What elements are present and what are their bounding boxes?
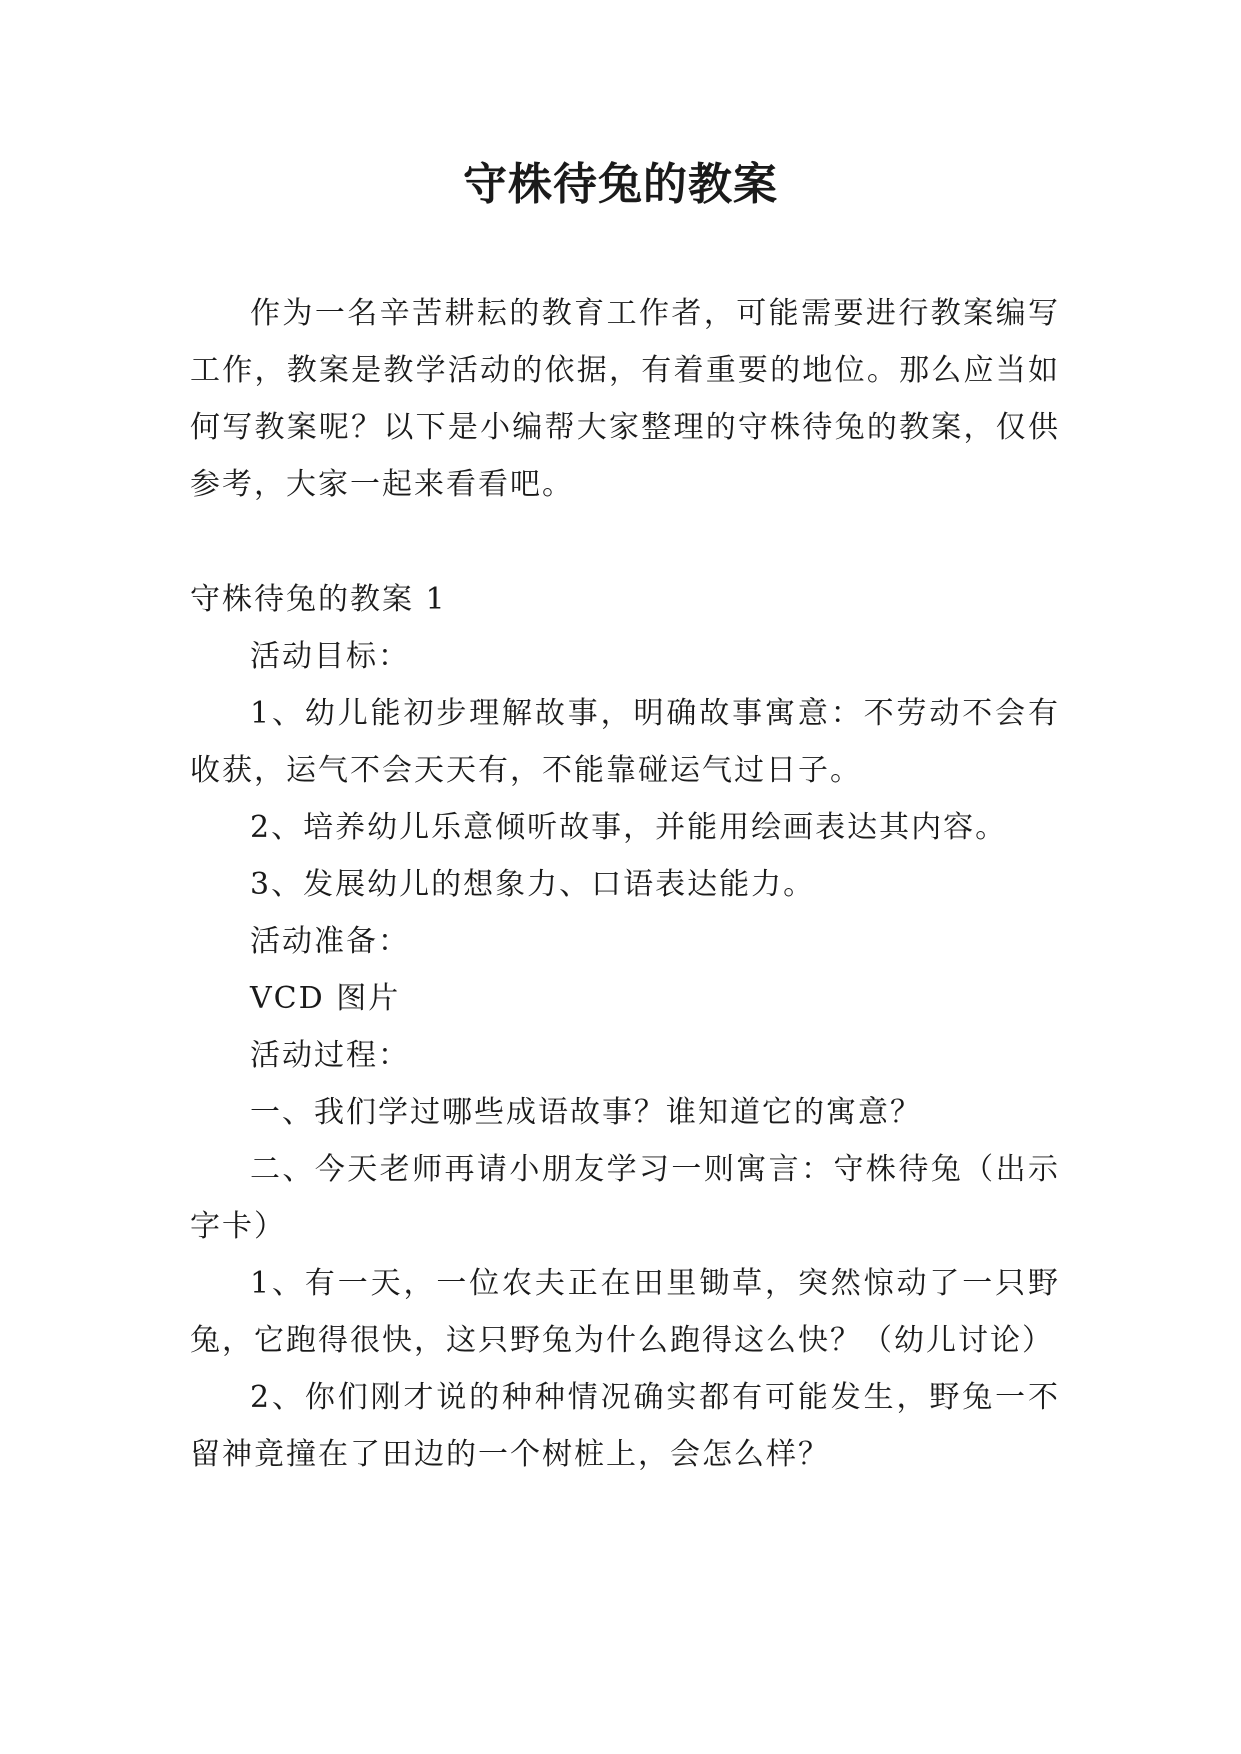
paragraph: 1、有一天，一位农夫正在田里锄草，突然惊动了一只野兔，它跑得很快，这只野兔为什么跑得这么快？（幼儿讨论）: [190, 1266, 1060, 1358]
paragraph: 3、发展幼儿的想象力、口语表达能力。: [250, 867, 816, 902]
document-title: 守株待兔的教案: [463, 159, 778, 210]
paragraph: 1、幼儿能初步理解故事，明确故事寓意：不劳动不会有收获，运气不会天天有，不能靠碰运气过日子。: [190, 696, 1060, 788]
paragraph: VCD 图片: [250, 981, 401, 1016]
document-body: [190, 285, 1060, 1483]
paragraph: 2、你们刚才说的种种情况确实都有可能发生，野兔一不留神竟撞在了田边的一个树桩上，会怎么样？: [190, 1380, 1060, 1472]
paragraph: 2、培养幼儿乐意倾听故事，并能用绘画表达其内容。: [250, 810, 1008, 845]
intro-paragraph: 作为一名辛苦耕耘的教育工作者，可能需要进行教案编写工作，教案是教学活动的依据，有着重要的地位。那么应当如何写教案呢？以下是小编帮大家整理的守株待兔的教案，仅供参考，大家一起来看看吧。: [190, 296, 1060, 502]
section-heading: 守株待兔的教案 1: [190, 582, 447, 617]
paragraph: 一、我们学过哪些成语故事？谁知道它的寓意？: [250, 1095, 922, 1130]
paragraph: 活动过程：: [250, 1038, 410, 1073]
paragraph: 活动准备：: [250, 924, 410, 959]
paragraph: 二、今天老师再请小朋友学习一则寓言：守株待兔（出示字卡）: [190, 1152, 1060, 1244]
paragraph: 活动目标：: [250, 639, 410, 674]
